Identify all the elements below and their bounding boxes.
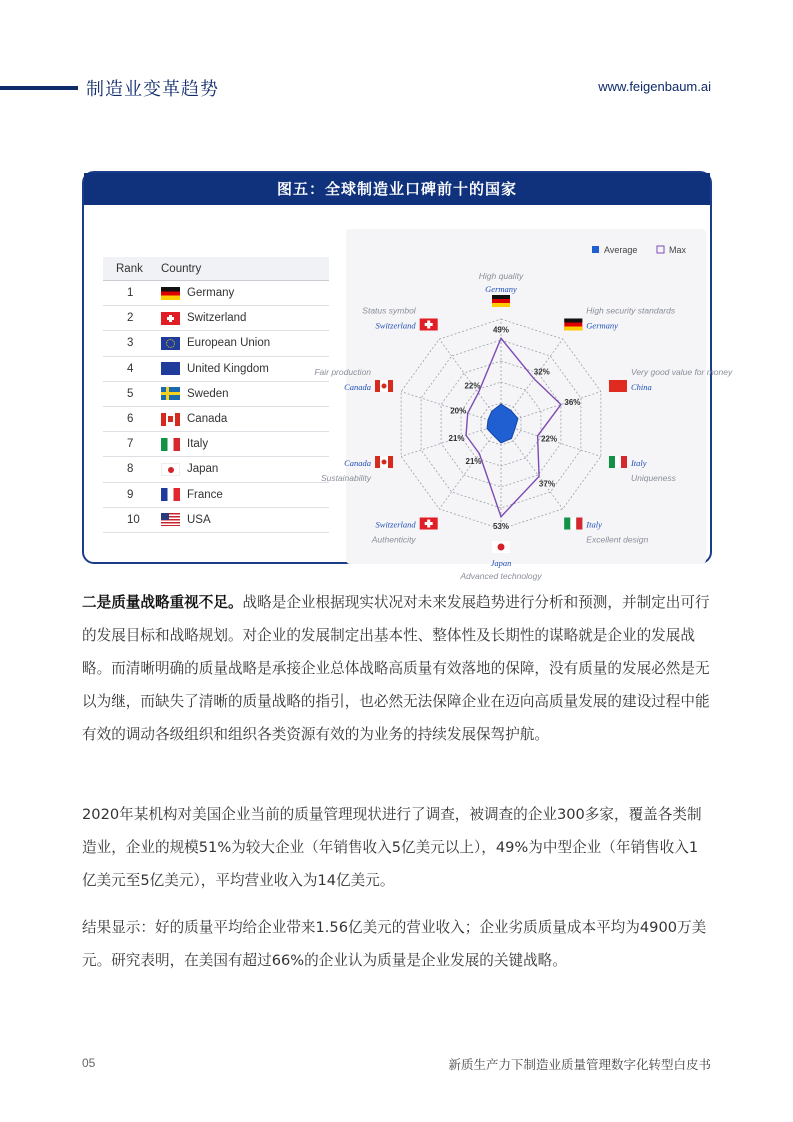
- radar-axis-label: Excellent design: [586, 534, 649, 545]
- page-number: 05: [82, 1056, 96, 1070]
- country-cell: [161, 438, 329, 451]
- rank-row: [103, 432, 329, 457]
- de-flag-stripe: [492, 295, 510, 299]
- section-title: 制造业变革趋势: [86, 79, 219, 100]
- radar-value-label: 20%: [450, 406, 467, 416]
- it-flag-stripe: [570, 518, 576, 530]
- legend-average-label: Average: [604, 245, 638, 255]
- ch-flag-icon: [161, 312, 180, 325]
- it-flag-stripe: [615, 456, 621, 468]
- ca-flag-icon: [161, 413, 180, 426]
- radar-axis-label: Advanced technology: [460, 571, 542, 581]
- radar-country-label: Germany: [586, 320, 618, 331]
- rank-number: 10: [127, 513, 140, 526]
- site-url[interactable]: www.feigenbaum.ai: [598, 79, 711, 94]
- country-name: Germany: [187, 287, 235, 300]
- rank-row: [103, 281, 329, 306]
- rank-number: 3: [127, 337, 134, 350]
- radar-axis-label: High quality: [478, 271, 524, 281]
- radar-axis-label: Uniqueness: [630, 473, 676, 484]
- ca-flag-leaf: [382, 460, 387, 465]
- radar-axis-label: Authenticity: [371, 534, 416, 545]
- it-flag-stripe: [576, 518, 582, 530]
- it-flag-stripe: [564, 518, 570, 530]
- legend-max-label: Max: [669, 245, 687, 255]
- paragraph-survey: 2020年某机构对美国企业当前的质量管理现状进行了调查，被调查的企业300多家，覆盖各类制造业，企业的规模51%为较大企业（年销售收入5亿美元以上），49%为中型企业（年销售收入1亿美元至5亿美元），平均营业收入为14亿美元。: [82, 806, 702, 889]
- country-name: Japan: [187, 463, 219, 476]
- paragraph-quality-strategy: [82, 586, 712, 751]
- header-accent-bar: [0, 86, 78, 90]
- ch-flag-cross: [425, 522, 433, 525]
- radar-value-label: 21%: [448, 434, 465, 444]
- radar-country-label: Italy: [586, 519, 602, 530]
- radar-value-label: 22%: [541, 434, 558, 444]
- rank-row: [103, 382, 329, 407]
- rank-row: [103, 457, 329, 482]
- rank-row: [103, 407, 329, 432]
- radar-value-label: 49%: [492, 325, 510, 335]
- rank-table: [103, 257, 329, 533]
- figure-body: [84, 205, 733, 581]
- country-cell: [161, 287, 329, 300]
- paragraph-lead: 二是质量战略重视不足。: [82, 594, 243, 611]
- rank-number: 8: [127, 463, 134, 476]
- it-flag-stripe: [609, 456, 615, 468]
- rank-number: 7: [127, 438, 134, 451]
- rank-table-rows: [103, 281, 329, 533]
- radar-country-label: China: [630, 381, 652, 392]
- de-flag-stripe: [564, 326, 582, 330]
- radar-country-label: Canada: [344, 381, 372, 392]
- radar-country-label: Canada: [344, 458, 372, 469]
- jp-flag-icon: [161, 463, 180, 476]
- country-name: United Kingdom: [187, 362, 269, 375]
- footer-doc-title: 新质生产力下制造业质量管理数字化转型白皮书: [448, 1057, 711, 1072]
- radar-country-label: Japan: [490, 558, 512, 568]
- jp-flag-sun: [498, 544, 505, 551]
- rank-row: [103, 357, 329, 382]
- country-name: France: [187, 488, 223, 501]
- radar-axis-label: Sustainability: [320, 473, 372, 484]
- rank-row: [103, 508, 329, 533]
- figure-title: 图五：全球制造业口碑前十的国家: [84, 173, 710, 205]
- country-cell: [161, 387, 329, 400]
- radar-country-label: Germany: [485, 284, 517, 294]
- country-cell: [161, 413, 329, 426]
- ch-flag-cross: [425, 323, 433, 326]
- radar-value-label: 37%: [538, 479, 555, 489]
- rank-row: [103, 306, 329, 331]
- country-name: Italy: [187, 438, 209, 451]
- eu-flag-icon: [161, 337, 180, 350]
- country-name: Canada: [187, 413, 228, 426]
- country-name: Switzerland: [187, 312, 247, 325]
- country-cell: [161, 463, 329, 476]
- legend-average-swatch: [592, 246, 599, 253]
- radar-axis-label: Fair production: [314, 366, 372, 377]
- fr-flag-icon: [161, 488, 180, 501]
- it-flag-icon: [161, 438, 180, 451]
- rank-table-header: [103, 257, 329, 281]
- radar-value-label: 21%: [465, 457, 482, 467]
- se-flag-icon: [161, 387, 180, 400]
- country-cell: [161, 337, 329, 350]
- rank-number: 1: [127, 287, 134, 300]
- legend-max-swatch: [657, 246, 664, 253]
- ca-flag-leaf: [382, 383, 387, 388]
- radar-country-label: Italy: [630, 458, 647, 469]
- de-flag-stripe: [492, 303, 510, 307]
- radar-value-label: 32%: [533, 367, 550, 377]
- country-column-header: Country: [161, 262, 202, 275]
- radar-axis-label: Status symbol: [362, 305, 416, 316]
- radar-axis-label: Very good value for money: [630, 366, 733, 377]
- rank-number: 5: [127, 387, 134, 400]
- figure-card: [82, 171, 733, 581]
- country-name: USA: [187, 513, 211, 526]
- paragraph-results: 结果显示：好的质量平均给企业带来1.56亿美元的营业收入；企业劣质质量成本平均为4900万美元。研究表明，在美国有超过66%的企业认为质量是企业发展的关键战略。: [82, 919, 707, 969]
- radar-country-label: Switzerland: [375, 519, 416, 530]
- cn-flag-icon: [609, 380, 627, 392]
- rank-number: 9: [127, 488, 134, 501]
- country-name: European Union: [187, 337, 271, 350]
- radar-axis-label: High security standards: [586, 305, 676, 316]
- country-cell: [161, 488, 329, 501]
- radar-country-label: Switzerland: [375, 320, 416, 331]
- rank-column-header: Rank: [116, 262, 143, 275]
- de-flag-icon: [161, 287, 180, 300]
- radar-value-label: 53%: [492, 521, 510, 531]
- radar-value-label: 22%: [464, 381, 481, 391]
- de-flag-stripe: [564, 318, 582, 322]
- country-cell: [161, 513, 329, 526]
- country-name: Sweden: [187, 387, 229, 400]
- paragraph-text: 战略是企业根据现实状况对未来发展趋势进行分析和预测，并制定出可行的发展目标和战略规划。对企业的发展制定出基本性、整体性及长期性的谋略就是企业的发展战略。而清晰明确的质量战略是承接企业总体战略高质量有效落地的保障，没有质量的发展必然是无以为继，而缺失了清晰的质量战略的指引，也必然无法保障企业在迈向高质量发展的建设过程中能有效的调动各级组织和组织各类资源有效的为业务的持续发展保驾护航。: [82, 594, 710, 743]
- radar-value-label: 36%: [564, 397, 581, 407]
- rank-number: 4: [127, 362, 134, 375]
- rank-number: 2: [127, 312, 134, 325]
- radar-chart: [314, 229, 733, 581]
- uk-flag-icon: [161, 362, 180, 375]
- rank-row: [103, 483, 329, 508]
- country-cell: [161, 312, 329, 325]
- country-cell: [161, 362, 329, 375]
- it-flag-stripe: [621, 456, 627, 468]
- us-flag-icon: [161, 513, 180, 526]
- rank-number: 6: [127, 413, 134, 426]
- rank-row: [103, 331, 329, 356]
